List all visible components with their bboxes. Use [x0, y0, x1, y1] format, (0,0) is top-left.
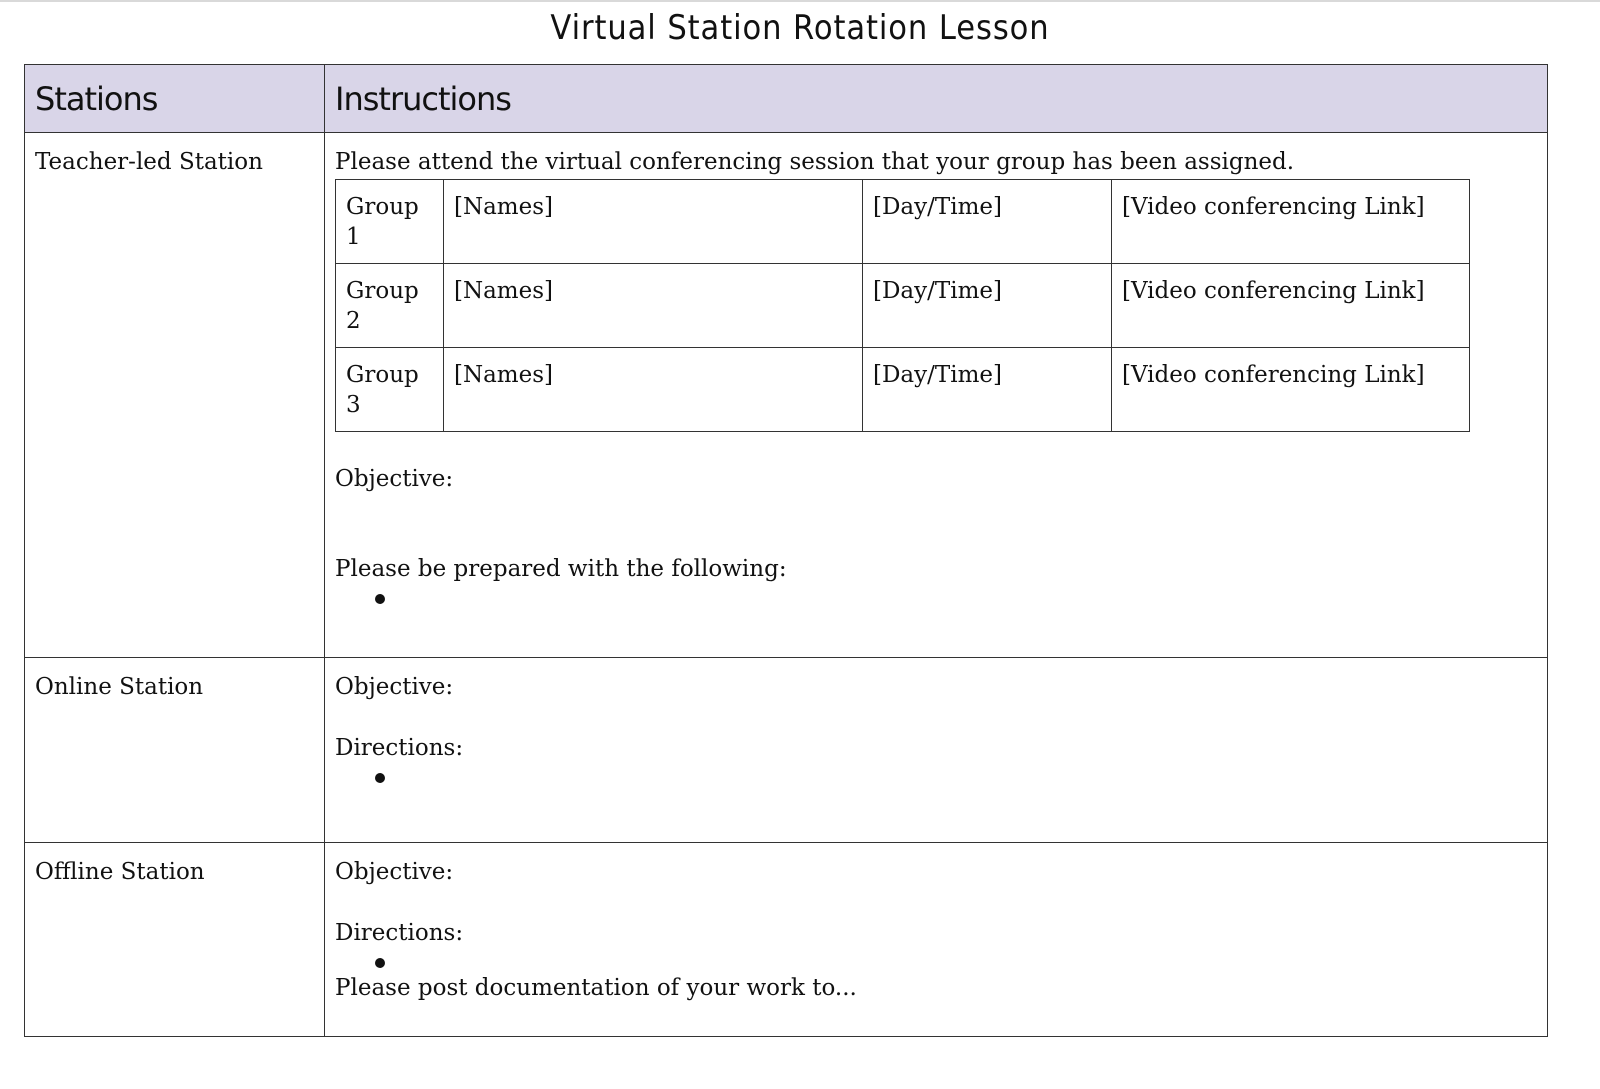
header-instructions: Instructions	[325, 65, 1548, 133]
group-video-link: [Video conferencing Link]	[1112, 348, 1470, 432]
group-video-link: [Video conferencing Link]	[1112, 180, 1470, 264]
group-label: Group 2	[336, 264, 444, 348]
groups-table	[335, 179, 1470, 432]
group-day-time: [Day/Time]	[863, 348, 1112, 432]
group-row	[336, 348, 1470, 432]
station-name-teacher-led: Teacher-led Station	[35, 149, 263, 175]
group-names: [Names]	[444, 264, 863, 348]
group-label: Group 3	[336, 348, 444, 432]
bullet-point	[375, 958, 385, 968]
document-title: Virtual Station Rotation Lesson	[550, 8, 1050, 48]
teacher-led-intro: Please attend the virtual conferencing session that your group has been assigned.	[335, 149, 1295, 175]
station-name-online: Online Station	[35, 674, 204, 700]
station-name-offline: Offline Station	[35, 859, 205, 885]
group-names: [Names]	[444, 348, 863, 432]
prepared-label: Please be prepared with the following:	[335, 556, 787, 582]
objective-label: Objective:	[335, 466, 454, 492]
header-stations: Stations	[25, 65, 325, 133]
bullet-point	[375, 594, 385, 604]
top-divider	[0, 0, 1600, 2]
group-row	[336, 180, 1470, 264]
group-video-link: [Video conferencing Link]	[1112, 264, 1470, 348]
lesson-table	[24, 64, 1548, 1037]
objective-label: Objective:	[335, 674, 454, 700]
group-label: Group 1	[336, 180, 444, 264]
objective-label: Objective:	[335, 859, 454, 885]
post-documentation-note: Please post documentation of your work to...	[335, 975, 857, 1001]
group-row	[336, 264, 1470, 348]
directions-label: Directions:	[335, 920, 464, 946]
teacher-led-row	[25, 133, 1548, 658]
online-row	[25, 658, 1548, 843]
bullet-point	[375, 773, 385, 783]
group-day-time: [Day/Time]	[863, 264, 1112, 348]
instructions-cell	[325, 843, 1548, 1037]
header-row	[25, 65, 1548, 133]
instructions-cell	[325, 133, 1548, 658]
station-cell	[25, 843, 325, 1037]
station-cell	[25, 658, 325, 843]
station-cell	[25, 133, 325, 658]
group-day-time: [Day/Time]	[863, 180, 1112, 264]
directions-label: Directions:	[335, 735, 464, 761]
group-names: [Names]	[444, 180, 863, 264]
offline-row	[25, 843, 1548, 1037]
instructions-cell	[325, 658, 1548, 843]
